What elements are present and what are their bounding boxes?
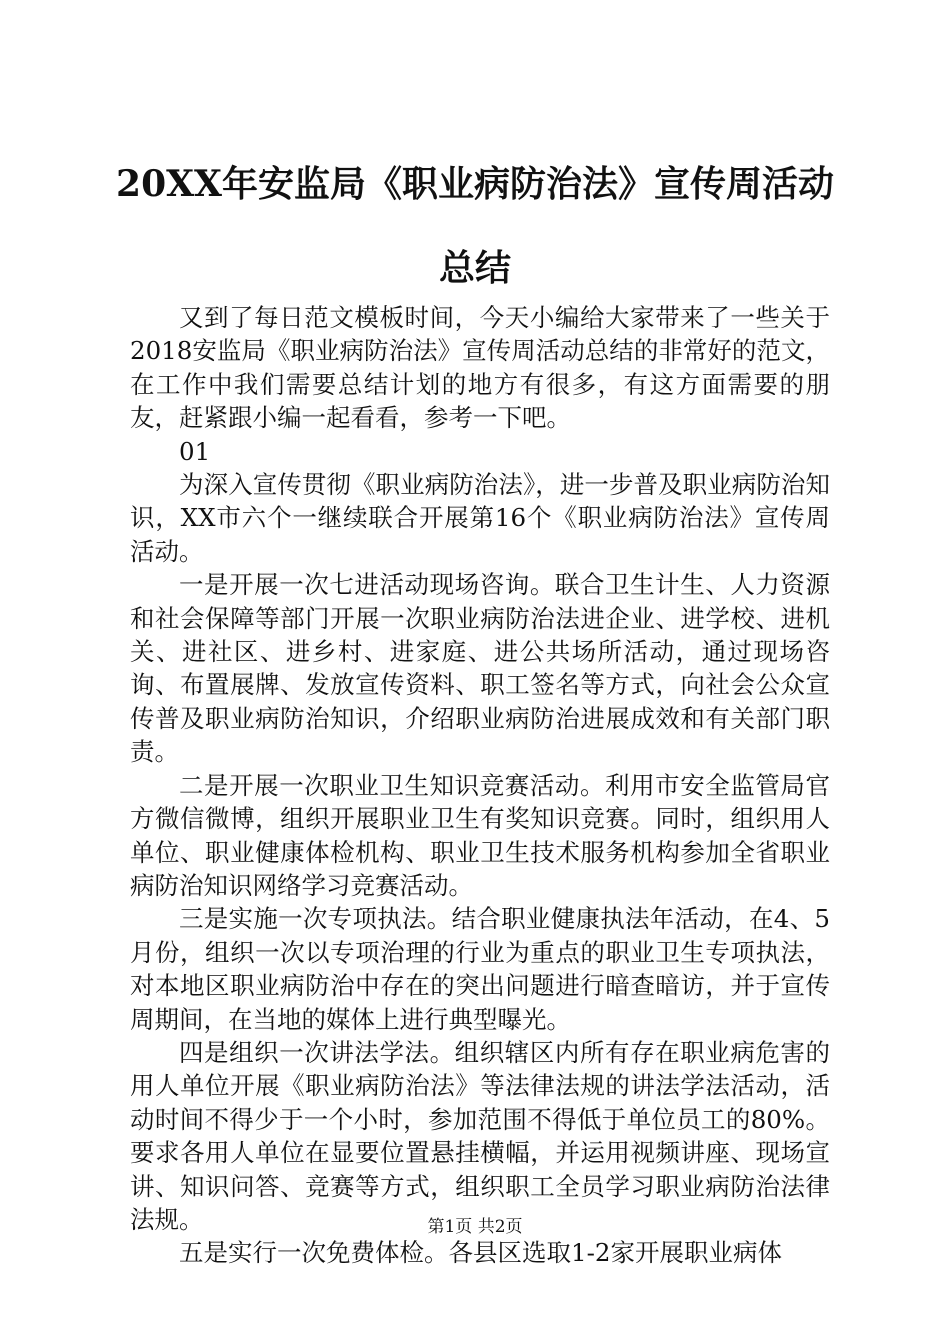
paragraph-item-3: 三是实施一次专项执法。结合职业健康执法年活动，在4、5月份，组织一次以专项治理的行业为重点的职业卫生专项执法，对本地区职业病防治中存在的突出问题进行暗查暗访，并于宣传周期间，在当地的媒体上进行典型曝光。: [130, 904, 830, 1034]
paragraph-item-2: 二是开展一次职业卫生知识竞赛活动。利用市安全监管局官方微信微博，组织开展职业卫生有奖知识竞赛。同时，组织用人单位、职业健康体检机构、职业卫生技术服务机构参加全省职业病防治知识网络学习竞赛活动。: [130, 770, 830, 900]
paragraph-intro: 又到了每日范文模板时间，今天小编给大家带来了一些关于2018安监局《职业病防治法》宣传周活动总结的非常好的范文，在工作中我们需要总结计划的地方有很多，有这方面需要的朋友，赶紧跟小编一起看看，参考一下吧。: [130, 303, 830, 433]
document-body: [130, 301, 830, 1270]
page-number-footer: 第1页 共2页: [427, 1217, 523, 1237]
document-title-line-1: 20XX年安监局《职业病防治法》宣传周活动: [116, 163, 834, 205]
paragraph-item-1: 一是开展一次七进活动现场咨询。联合卫生计生、人力资源和社会保障等部门开展一次职业病防治法进企业、进学校、进机关、进社区、进乡村、进家庭、进公共场所活动，通过现场咨询、布置展牌、发放宣传资料、职工签名等方式，向社会公众宣传普及职业病防治知识，介绍职业病防治进展成效和有关部门职责。: [130, 570, 830, 767]
document-title-line-2: 总结: [438, 247, 511, 289]
paragraph-overview: 为深入宣传贯彻《职业病防治法》，进一步普及职业病防治知识，XX市六个一继续联合开展第16个《职业病防治法》宣传周活动。: [130, 470, 830, 566]
paragraph-section-number: 01: [179, 436, 211, 466]
paragraph-item-5: 五是实行一次免费体检。各县区选取1-2家开展职业病体: [179, 1238, 782, 1268]
paragraph-item-4: 四是组织一次讲法学法。组织辖区内所有存在职业病危害的用人单位开展《职业病防治法》等法律法规的讲法学法活动，活动时间不得少于一个小时，参加范围不得低于单位员工的80%。要求各用人单位在显要位置悬挂横幅，并运用视频讲座、现场宣讲、知识问答、竞赛等方式，组织职工全员学习职业病防治法律法规。: [130, 1037, 830, 1234]
